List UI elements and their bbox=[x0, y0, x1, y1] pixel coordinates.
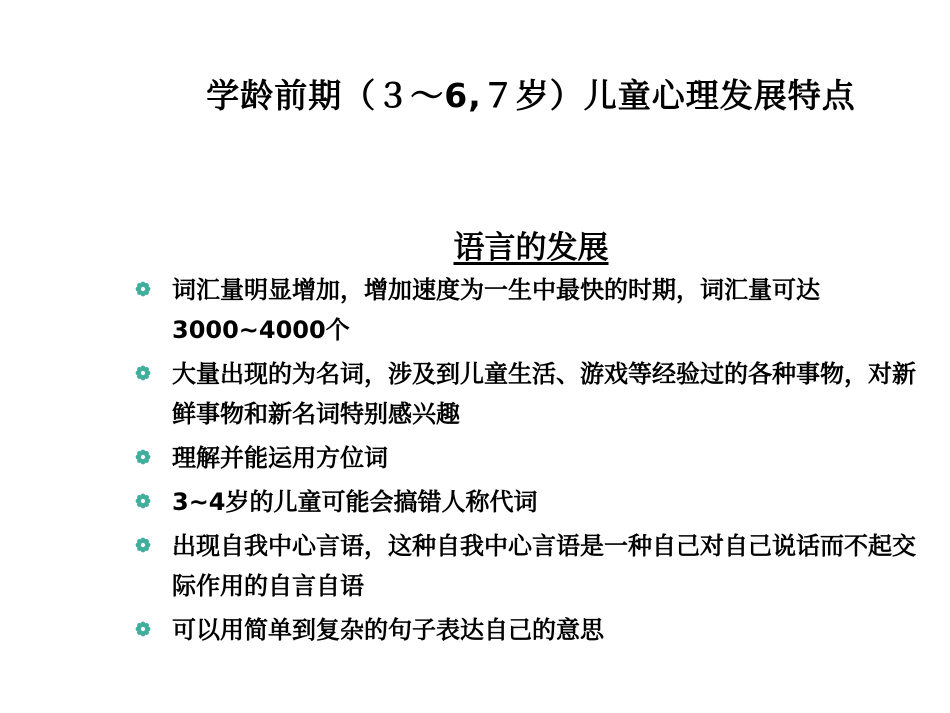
bullet-text: 大量出现的为名词，涉及到儿童生活、游戏等经验过的各种事物，对新鲜事物和新名词特别感兴趣 bbox=[172, 360, 916, 428]
flower-bullet-icon bbox=[134, 280, 152, 298]
bullet-item bbox=[134, 610, 934, 650]
flower-bullet-icon bbox=[134, 448, 152, 466]
flower-bullet-icon bbox=[134, 492, 152, 510]
bullet-text: 3~4岁的儿童可能会搞错人称代词 bbox=[172, 488, 538, 516]
bullet-list bbox=[134, 270, 934, 654]
bullet-item bbox=[134, 438, 934, 478]
flower-bullet-icon bbox=[134, 620, 152, 638]
bullet-item bbox=[134, 526, 934, 606]
flower-bullet-icon bbox=[134, 536, 152, 554]
bullet-text: 可以用简单到复杂的句子表达自己的意思 bbox=[172, 616, 604, 644]
flower-bullet-icon bbox=[134, 364, 152, 382]
bullet-item bbox=[134, 482, 934, 522]
bullet-item bbox=[134, 354, 934, 434]
section-heading: 语言的发展 bbox=[453, 230, 609, 266]
bullet-item bbox=[134, 270, 934, 350]
bullet-text: 理解并能运用方位词 bbox=[172, 444, 388, 472]
bullet-text: 出现自我中心言语，这种自我中心言语是一种自己对自己说话而不起交际作用的自言自语 bbox=[172, 532, 916, 600]
bullet-text: 词汇量明显增加，增加速度为一生中最快的时期，词汇量可达3000~4000个 bbox=[172, 276, 820, 344]
slide-title: 学龄前期（３～6,７岁）儿童心理发展特点 bbox=[206, 76, 856, 115]
